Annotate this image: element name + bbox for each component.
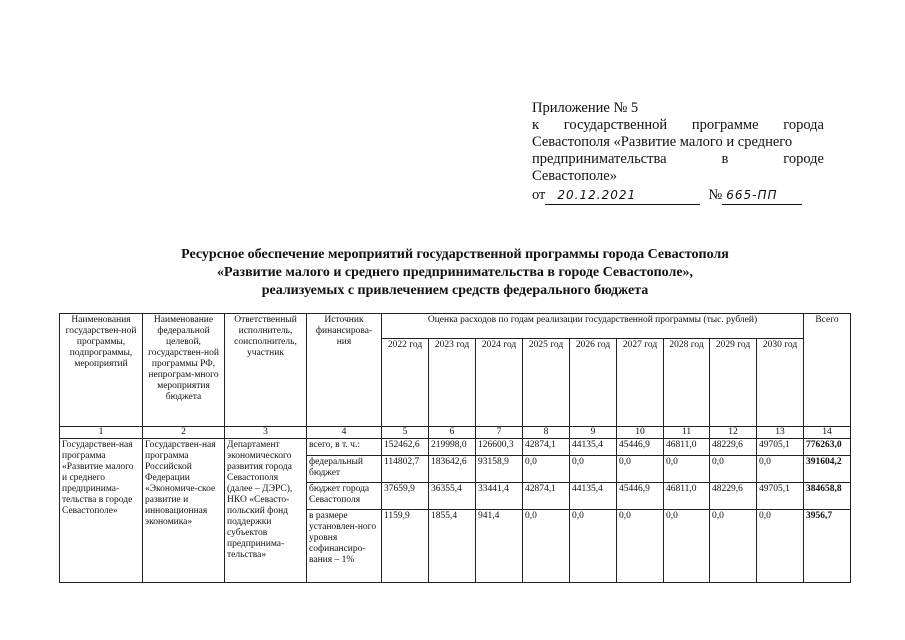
column-index: 9	[570, 427, 617, 439]
table-row	[60, 439, 851, 456]
decree-signature-line	[532, 187, 824, 205]
header-federal-program: Наименование федеральной целевой, государствен-ной программы РФ, непрограм-много мероприятия бюджета	[143, 314, 225, 427]
total-cell: 384658,8	[804, 483, 851, 510]
column-index: 2	[143, 427, 225, 439]
decree-number: 665-ПП	[722, 187, 802, 205]
title-line-1: Ресурсное обеспечение мероприятий государственной программы города Севастополя	[181, 247, 729, 262]
column-index: 1	[60, 427, 143, 439]
appendix-line-3: Севастополя «Развитие малого и среднего	[532, 134, 793, 150]
value-cell: 33441,4	[476, 483, 523, 510]
value-cell: 44135,4	[570, 439, 617, 456]
appendix-word: государственной	[563, 117, 668, 133]
document-title	[120, 246, 790, 300]
column-index: 13	[757, 427, 804, 439]
appendix-word: к	[532, 117, 540, 133]
value-cell: 46811,0	[664, 483, 710, 510]
year-header: 2028 год	[664, 339, 710, 427]
header-estimate: Оценка расходов по годам реализации государственной программы (тыс. рублей)	[382, 314, 804, 339]
header-total: Всего	[804, 314, 851, 427]
value-cell: 36355,4	[429, 483, 476, 510]
appendix-block	[532, 100, 824, 205]
value-cell: 941,4	[476, 510, 523, 583]
value-cell: 48229,6	[710, 439, 757, 456]
column-index: 7	[476, 427, 523, 439]
value-cell: 219998,0	[429, 439, 476, 456]
column-index-row	[60, 427, 851, 439]
year-header: 2025 год	[523, 339, 570, 427]
value-cell: 0,0	[664, 510, 710, 583]
year-header: 2029 год	[710, 339, 757, 427]
year-header: 2023 год	[429, 339, 476, 427]
value-cell: 45446,9	[617, 439, 664, 456]
value-cell: 1855,4	[429, 510, 476, 583]
year-header: 2026 год	[570, 339, 617, 427]
total-cell: 776263,0	[804, 439, 851, 456]
column-index: 14	[804, 427, 851, 439]
value-cell: 44135,4	[570, 483, 617, 510]
date-prefix: от	[532, 187, 546, 203]
number-prefix: №	[708, 187, 723, 203]
value-cell: 183642,6	[429, 456, 476, 483]
total-cell: 3956,7	[804, 510, 851, 583]
value-cell: 114802,7	[382, 456, 429, 483]
value-cell: 0,0	[570, 510, 617, 583]
decree-date: 20.12.2021	[545, 187, 700, 205]
appendix-word: городе	[783, 151, 824, 167]
source-cell: федеральный бюджет	[307, 456, 382, 483]
value-cell: 0,0	[710, 456, 757, 483]
appendix-word: предпринимательства	[532, 151, 667, 167]
year-header: 2024 год	[476, 339, 523, 427]
value-cell: 0,0	[570, 456, 617, 483]
header-row	[60, 314, 851, 339]
column-index: 10	[617, 427, 664, 439]
program-name-cell: Государствен-ная программа «Развитие малого и среднего предпринима-тельства в городе Севастополе»	[60, 439, 143, 583]
value-cell: 37659,9	[382, 483, 429, 510]
header-source: Источник финансирова-ния	[307, 314, 382, 427]
column-index: 4	[307, 427, 382, 439]
total-cell: 391604,2	[804, 456, 851, 483]
value-cell: 0,0	[523, 456, 570, 483]
value-cell: 152462,6	[382, 439, 429, 456]
value-cell: 0,0	[757, 510, 804, 583]
value-cell: 48229,6	[710, 483, 757, 510]
value-cell: 49705,1	[757, 483, 804, 510]
header-program: Наименования государствен-ной программы, подпрограммы, мероприятий	[60, 314, 143, 427]
appendix-line-2	[532, 117, 824, 134]
value-cell: 42874,1	[523, 483, 570, 510]
value-cell: 0,0	[523, 510, 570, 583]
federal-program-cell: Государствен-ная программа Российской Федерации «Экономиче-ское развитие и инновационная экономика»	[143, 439, 225, 583]
value-cell: 42874,1	[523, 439, 570, 456]
value-cell: 49705,1	[757, 439, 804, 456]
appendix-line-4	[532, 151, 824, 168]
year-header: 2030 год	[757, 339, 804, 427]
appendix-word: города	[783, 117, 824, 133]
value-cell: 45446,9	[617, 483, 664, 510]
column-index: 8	[523, 427, 570, 439]
column-index: 5	[382, 427, 429, 439]
source-cell: бюджет города Севастополя	[307, 483, 382, 510]
title-line-2: «Развитие малого и среднего предпринимательства в городе Севастополе»,	[216, 265, 694, 280]
source-cell: всего, в т. ч.:	[307, 439, 382, 456]
column-index: 11	[664, 427, 710, 439]
value-cell: 0,0	[617, 510, 664, 583]
year-header: 2022 год	[382, 339, 429, 427]
year-header: 2027 год	[617, 339, 664, 427]
source-cell: в размере установлен-ного уровня софинансиро-вания – 1%	[307, 510, 382, 583]
value-cell: 0,0	[710, 510, 757, 583]
resource-table	[59, 313, 851, 583]
appendix-word: программе	[691, 117, 759, 133]
header-executor: Ответственный исполнитель, соисполнитель, участник	[225, 314, 307, 427]
executor-cell: Департамент экономического развития города Севастополя (далее – ДЭРС), НКО «Севасто-польский фонд поддержки субъектов предпринима-тельства»	[225, 439, 307, 583]
appendix-line-5: Севастополе»	[532, 168, 617, 184]
value-cell: 0,0	[664, 456, 710, 483]
value-cell: 0,0	[617, 456, 664, 483]
appendix-word: в	[721, 151, 729, 167]
value-cell: 1159,9	[382, 510, 429, 583]
value-cell: 46811,0	[664, 439, 710, 456]
title-line-3: реализуемых с привлечением средств федерального бюджета	[261, 283, 649, 298]
column-index: 6	[429, 427, 476, 439]
column-index: 3	[225, 427, 307, 439]
value-cell: 0,0	[757, 456, 804, 483]
column-index: 12	[710, 427, 757, 439]
appendix-title: Приложение № 5	[532, 100, 639, 116]
value-cell: 126600,3	[476, 439, 523, 456]
value-cell: 93158,9	[476, 456, 523, 483]
